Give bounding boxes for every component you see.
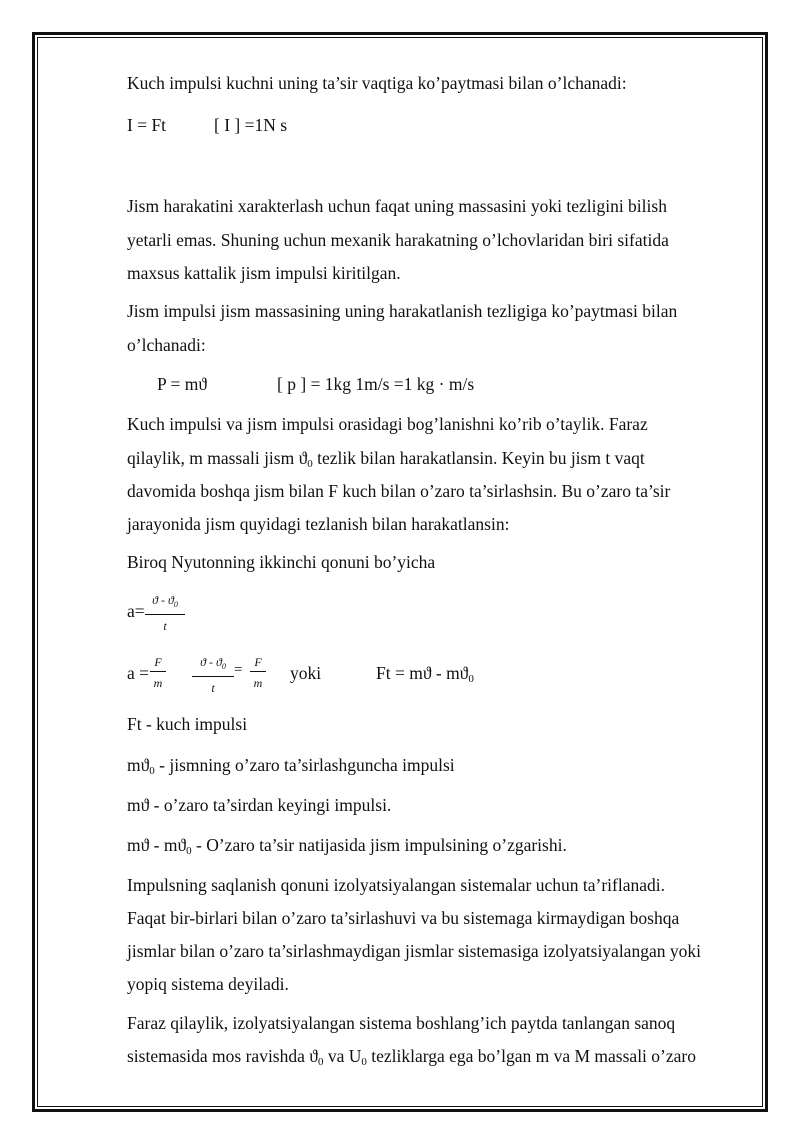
fraction-dv-over-t: $\frac{ϑ - ϑ_0}{t}$ [192,655,234,695]
fraction-acceleration: $\frac{ϑ - ϑ_0}{t}$ [145,593,185,633]
text-line: jarayonida jism quyidagi tezlanish bilan harakatlansin: [127,514,510,534]
text-line: mϑ - $mϑ_0$ - O’zaro ta’sir natijasida jism impulsining o’zgarishi. [127,835,567,857]
text-line: Impulsning saqlanish qonuni izolyatsiyalangan sistemalar uchun ta’riflanadi. [127,875,665,895]
text-line: Biroq Nyutonning ikkinchi qonuni bo’yicha [127,552,436,572]
formula-acceleration-lhs: a= [127,601,145,621]
text-line: yopiq sistema deyiladi. [127,974,289,994]
text-line: jismlar bilan o’zaro ta’sirlashmaydigan jismlar sistemasiga izolyatsiyalangan yoki [127,941,701,961]
text-line: sistemasida mos ravishda $ϑ_0$ va $U_0$ tezliklarga ega bo’lgan m va M massali o’zaro [127,1046,696,1068]
text-line: qilaylik, m massali jism $ϑ_0$ tezlik bilan harakatlansin. Keyin bu jism t vaqt [127,448,645,470]
text-line: $mϑ_0$ - jismning o’zaro ta’sirlashguncha impulsi [127,755,455,777]
text-line: davomida boshqa jism bilan F kuch bilan o’zaro ta’sirlashsin. Bu o’zaro ta’sir [127,481,671,501]
text-line: Faqat bir-birlari bilan o’zaro ta’sirlashuvi va bu sistemaga kirmaydigan boshqa [127,908,680,928]
formula-body-impulse: P = mϑ [157,374,207,394]
unit-impulse-force: [ I ] =1N s [214,115,288,135]
text-line: Jism harakatini xarakterlash uchun faqat uning massasini yoki tezligini bilish [127,196,667,216]
text-line: o’lchanadi: [127,335,206,355]
formula-impulse-change: $Ft = mϑ - mϑ_0$ [376,663,474,685]
text-line: Kuch impulsi va jism impulsi orasidagi bog’lanishni ko’rib o’taylik. Faraz [127,414,648,434]
text-line: Faraz qilaylik, izolyatsiyalangan sistema boshlang’ich paytda tanlangan sanoq [127,1013,676,1033]
text-line: mϑ - o’zaro ta’sirdan keyingi impulsi. [127,795,392,815]
text-line: Kuch impulsi kuchni uning ta’sir vaqtiga ko’paytmasi bilan o’lchanadi: [127,73,627,93]
text-line: Jism impulsi jism massasining uning harakatlanish tezligiga ko’paytmasi bilan [127,301,678,321]
formula-newton-lhs: a = [127,663,150,683]
fraction-f-over-m: $\frac{F}{m}$ [150,655,166,690]
equals-sign: = [234,662,243,678]
fraction-f-over-m: $\frac{F}{m}$ [250,655,266,690]
formula-impulse-force: I = Ft [127,115,167,135]
text-line: maxsus kattalik jism impulsi kiritilgan. [127,263,401,283]
unit-body-impulse: [ p ] = 1kg 1m/s =1 kg · m/s [277,374,475,394]
text-line: Ft - kuch impulsi [127,714,248,734]
word-yoki: yoki [290,663,322,683]
text-line: yetarli emas. Shuning uchun mexanik harakatning o’lchovlaridan biri sifatida [127,230,669,250]
